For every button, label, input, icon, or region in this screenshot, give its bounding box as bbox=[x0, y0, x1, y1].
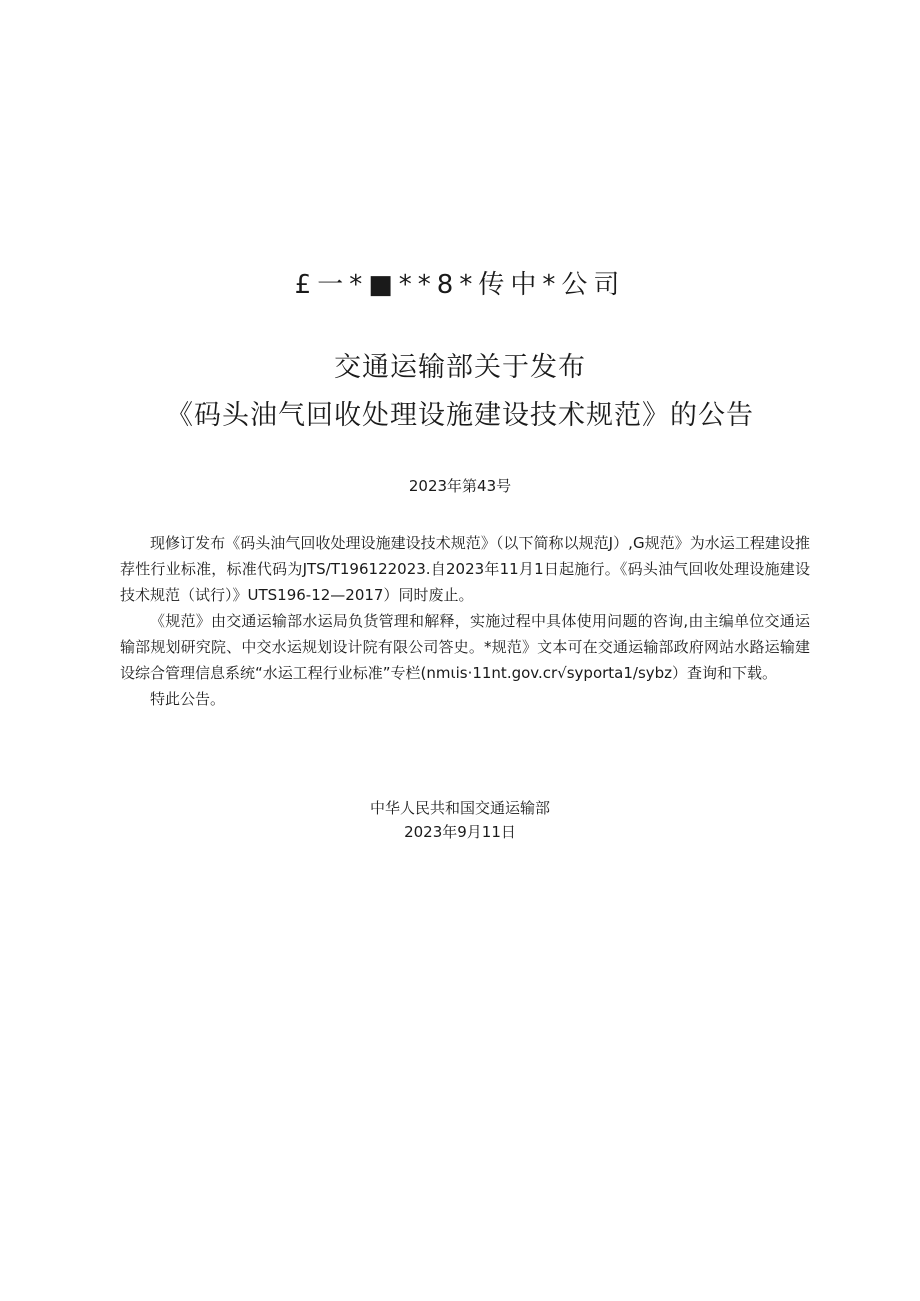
body-paragraph-3: 特此公告。 bbox=[150, 690, 226, 708]
announcement-body bbox=[120, 530, 810, 712]
header-garbled-text: £一*■**8*传中*公司 bbox=[294, 270, 626, 300]
issuer-name: 中华人民共和国交通运输部 bbox=[369, 799, 550, 817]
title-line-2: 《码头油气回收处理设施建设技术规范》的公告 bbox=[166, 400, 754, 431]
issue-date: 2023年9月11日 bbox=[404, 823, 516, 841]
body-paragraph-1: 现修订发布《码头油气回收处理设施建设技术规范》（以下简称以规范J）,G规范》为水运工程建设推荐性行业标准，标准代码为JTS/T196122023.自2023年11月1日起施行。《码头油气回收处理设施建设技术规范（试行）》UTS196-12—2017）同时废止。 bbox=[120, 534, 810, 604]
title-line-1: 交通运输部关于发布 bbox=[334, 352, 586, 383]
document-title bbox=[0, 344, 920, 440]
document-number: 2023年第43号 bbox=[408, 477, 512, 495]
signature-block bbox=[0, 796, 920, 844]
body-paragraph-2: 《规范》由交通运输部水运局负货管理和解释，实施过程中具体使用问题的咨询,由主编单位交通运输部规划研究院、中交水运规划设计院有限公司答史。*规范》文本可在交通运输部政府网站水路运输建设综合管理信息系统“水运工程行业标准”专栏(nmιis·11nt.gov.cr√syporta1/sybz）査询和下载。 bbox=[120, 612, 810, 682]
